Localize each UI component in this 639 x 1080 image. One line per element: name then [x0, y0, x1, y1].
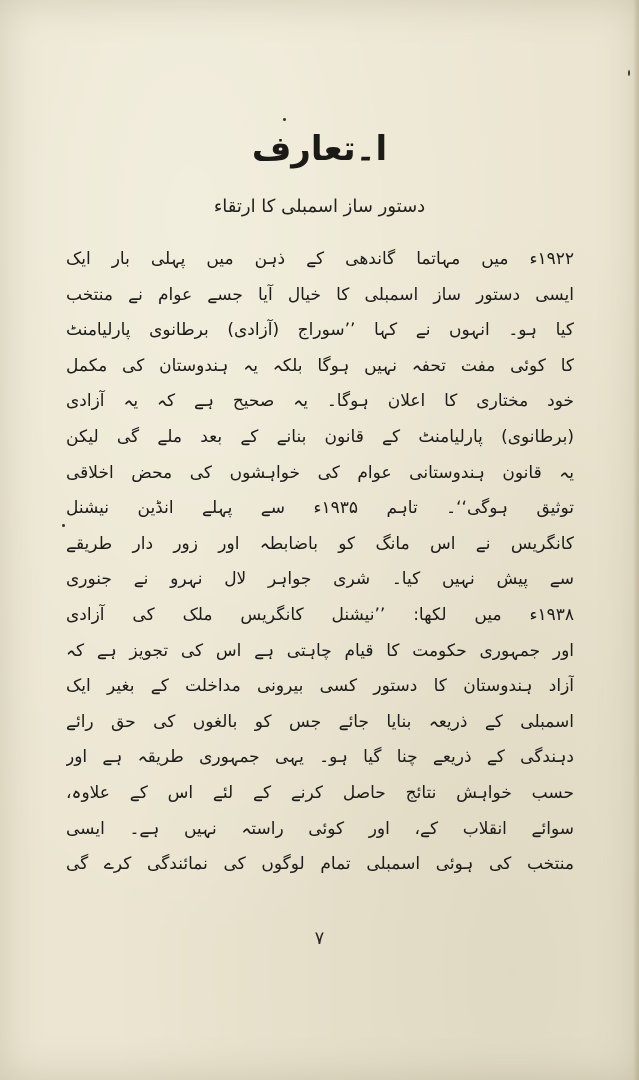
text-line: سوائے انقلاب کے، اور کوئی راستہ نہیں ہے۔ ایسی	[66, 818, 574, 839]
text-line: دہندگی کے ذریعے چنا گیا ہو۔ یہی جمہوری طریقہ ہے اور	[66, 747, 574, 768]
text-line: کیا ہو۔ انہوں نے کہا ’’سوراج (آزادی) برطانوی پارلیامنٹ	[66, 320, 574, 341]
text-line: ۱۹۲۲ء میں مہاتما گاندھی کے ذہن میں پہلی بار ایک	[66, 249, 574, 269]
text-line: خود مختاری کا اعلان ہوگا۔ یہ صحیح ہے کہ یہ آزادی	[66, 391, 574, 412]
text-line: ۱۹۳۸ء میں لکھا: ’’نیشنل کانگریس ملک کی آزادی	[66, 604, 574, 625]
section-subheading: دستور ساز اسمبلی کا ارتقاء	[213, 196, 426, 217]
text-line: یہ قانون ہندوستانی عوام کی خواہشوں کی محض اخلاقی	[66, 462, 574, 483]
chapter-heading: ا۔تعارف	[251, 129, 388, 169]
text-line: (برطانوی) پارلیامنٹ کے قانون بنانے کے بعد ملے گی لیکن	[66, 426, 574, 447]
body-text	[66, 242, 574, 883]
ink-speck	[62, 524, 65, 527]
ink-speck	[628, 70, 630, 76]
text-line: اسمبلی کے ذریعہ بنایا جائے جس کو بالغوں کی حق رائے	[66, 711, 574, 732]
text-line: حسب خواہش نتائج حاصل کرنے کے لئے اس کے علاوہ،	[66, 782, 574, 803]
text-line: سے پیش نہیں کیا۔ شری جواہر لال نہرو نے جنوری	[66, 569, 574, 590]
text-line: کانگریس نے اس مانگ کو باضابطہ اور زور دار طریقے	[66, 533, 574, 554]
text-line: اور جمہوری حکومت کا قیام چاہتی ہے اس کی تجویز ہے کہ	[66, 640, 574, 661]
page-number: ۷	[314, 928, 325, 949]
text-line: ایسی دستور ساز اسمبلی کا خیال آیا جسے عوام نے منتخب	[66, 284, 574, 305]
text-line: آزاد ہندوستان کا دستور کسی بیرونی مداخلت کے بغیر ایک	[66, 676, 574, 697]
text-line: کا کوئی مفت تحفہ نہیں ہوگا بلکہ یہ ہندوستان کی مکمل	[66, 355, 574, 376]
ink-speck	[283, 118, 286, 121]
text-line: منتخب کی ہوئی اسمبلی تمام لوگوں کی نمائندگی کرے گی	[66, 854, 574, 875]
text-line: توثیق ہوگی‘‘۔ تاہم ۱۹۳۵ء سے پہلے انڈین نیشنل	[66, 498, 574, 519]
